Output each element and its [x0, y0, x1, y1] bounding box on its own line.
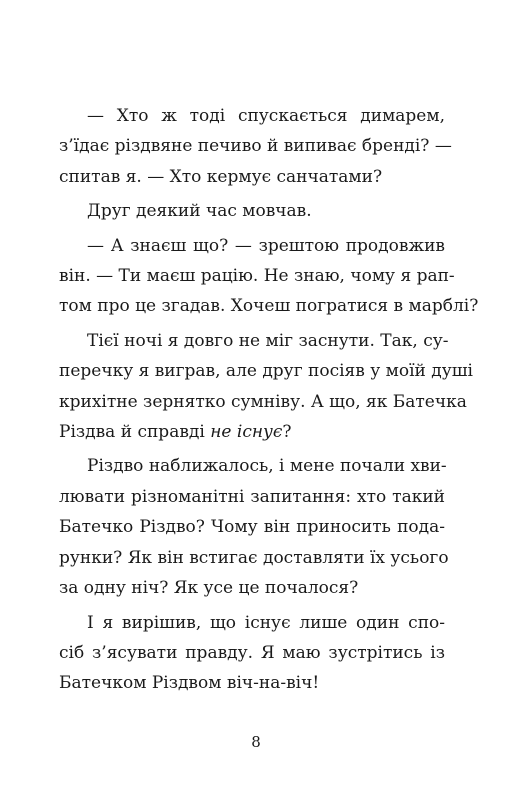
text-line — [59, 417, 445, 447]
paragraph-1 — [59, 101, 452, 192]
text-line: — Хто ж тоді спускається димарем, — [87, 106, 445, 126]
text-line: Тієї ночі я довго не міг заснути. Так, су- — [87, 330, 449, 351]
text-line: він. — Ти маєш рацію. Не знаю, чому я рап- — [59, 266, 455, 287]
text-fragment: Різдва й справді — [59, 422, 211, 443]
text-line: лювати різноманітні запитання: хто такий — [59, 486, 445, 507]
body-text — [59, 101, 479, 699]
text-line: сіб з’ясувати правду. Я маю зустрітись із — [59, 642, 445, 663]
text-fragment: ? — [282, 422, 292, 443]
text-line: том про це згадав. Хочеш погратися в марблі? — [59, 296, 479, 317]
text-line: Батечко Різдво? Чому він приносить пода- — [59, 517, 445, 538]
text-line: рунки? Як він встигає доставляти їх усього — [59, 547, 449, 568]
page-number: 8 — [251, 733, 261, 751]
text-line: Різдво наближалось, і мене почали хви- — [87, 456, 447, 477]
text-line: крихітне зернятко сумніву. А що, як Батечка — [59, 391, 467, 412]
text-line: І я вирішив, що існує лише один спо- — [87, 612, 445, 633]
text-line: за одну ніч? Як усе це почалося? — [59, 578, 359, 599]
emphasized-text: не існує — [210, 422, 283, 443]
paragraph-4 — [59, 326, 473, 448]
text-line: Друг деякий час мовчав. — [87, 201, 312, 222]
text-line: перечку я виграв, але друг посіяв у моїй душі — [59, 361, 473, 382]
text-line: з’їдає різдвяне печиво й випиває бренді? — — [59, 136, 452, 157]
paragraph-6 — [59, 608, 445, 699]
paragraph-3 — [59, 231, 479, 322]
paragraph-2 — [59, 196, 445, 226]
text-line: Батечком Різдвом віч-на-віч! — [59, 673, 320, 694]
text-line: спитав я. — Хто кермує санчатами? — [59, 166, 383, 187]
text-line: — А знаєш що? — зрештою продовжив — [87, 235, 445, 256]
paragraph-5 — [59, 451, 449, 603]
